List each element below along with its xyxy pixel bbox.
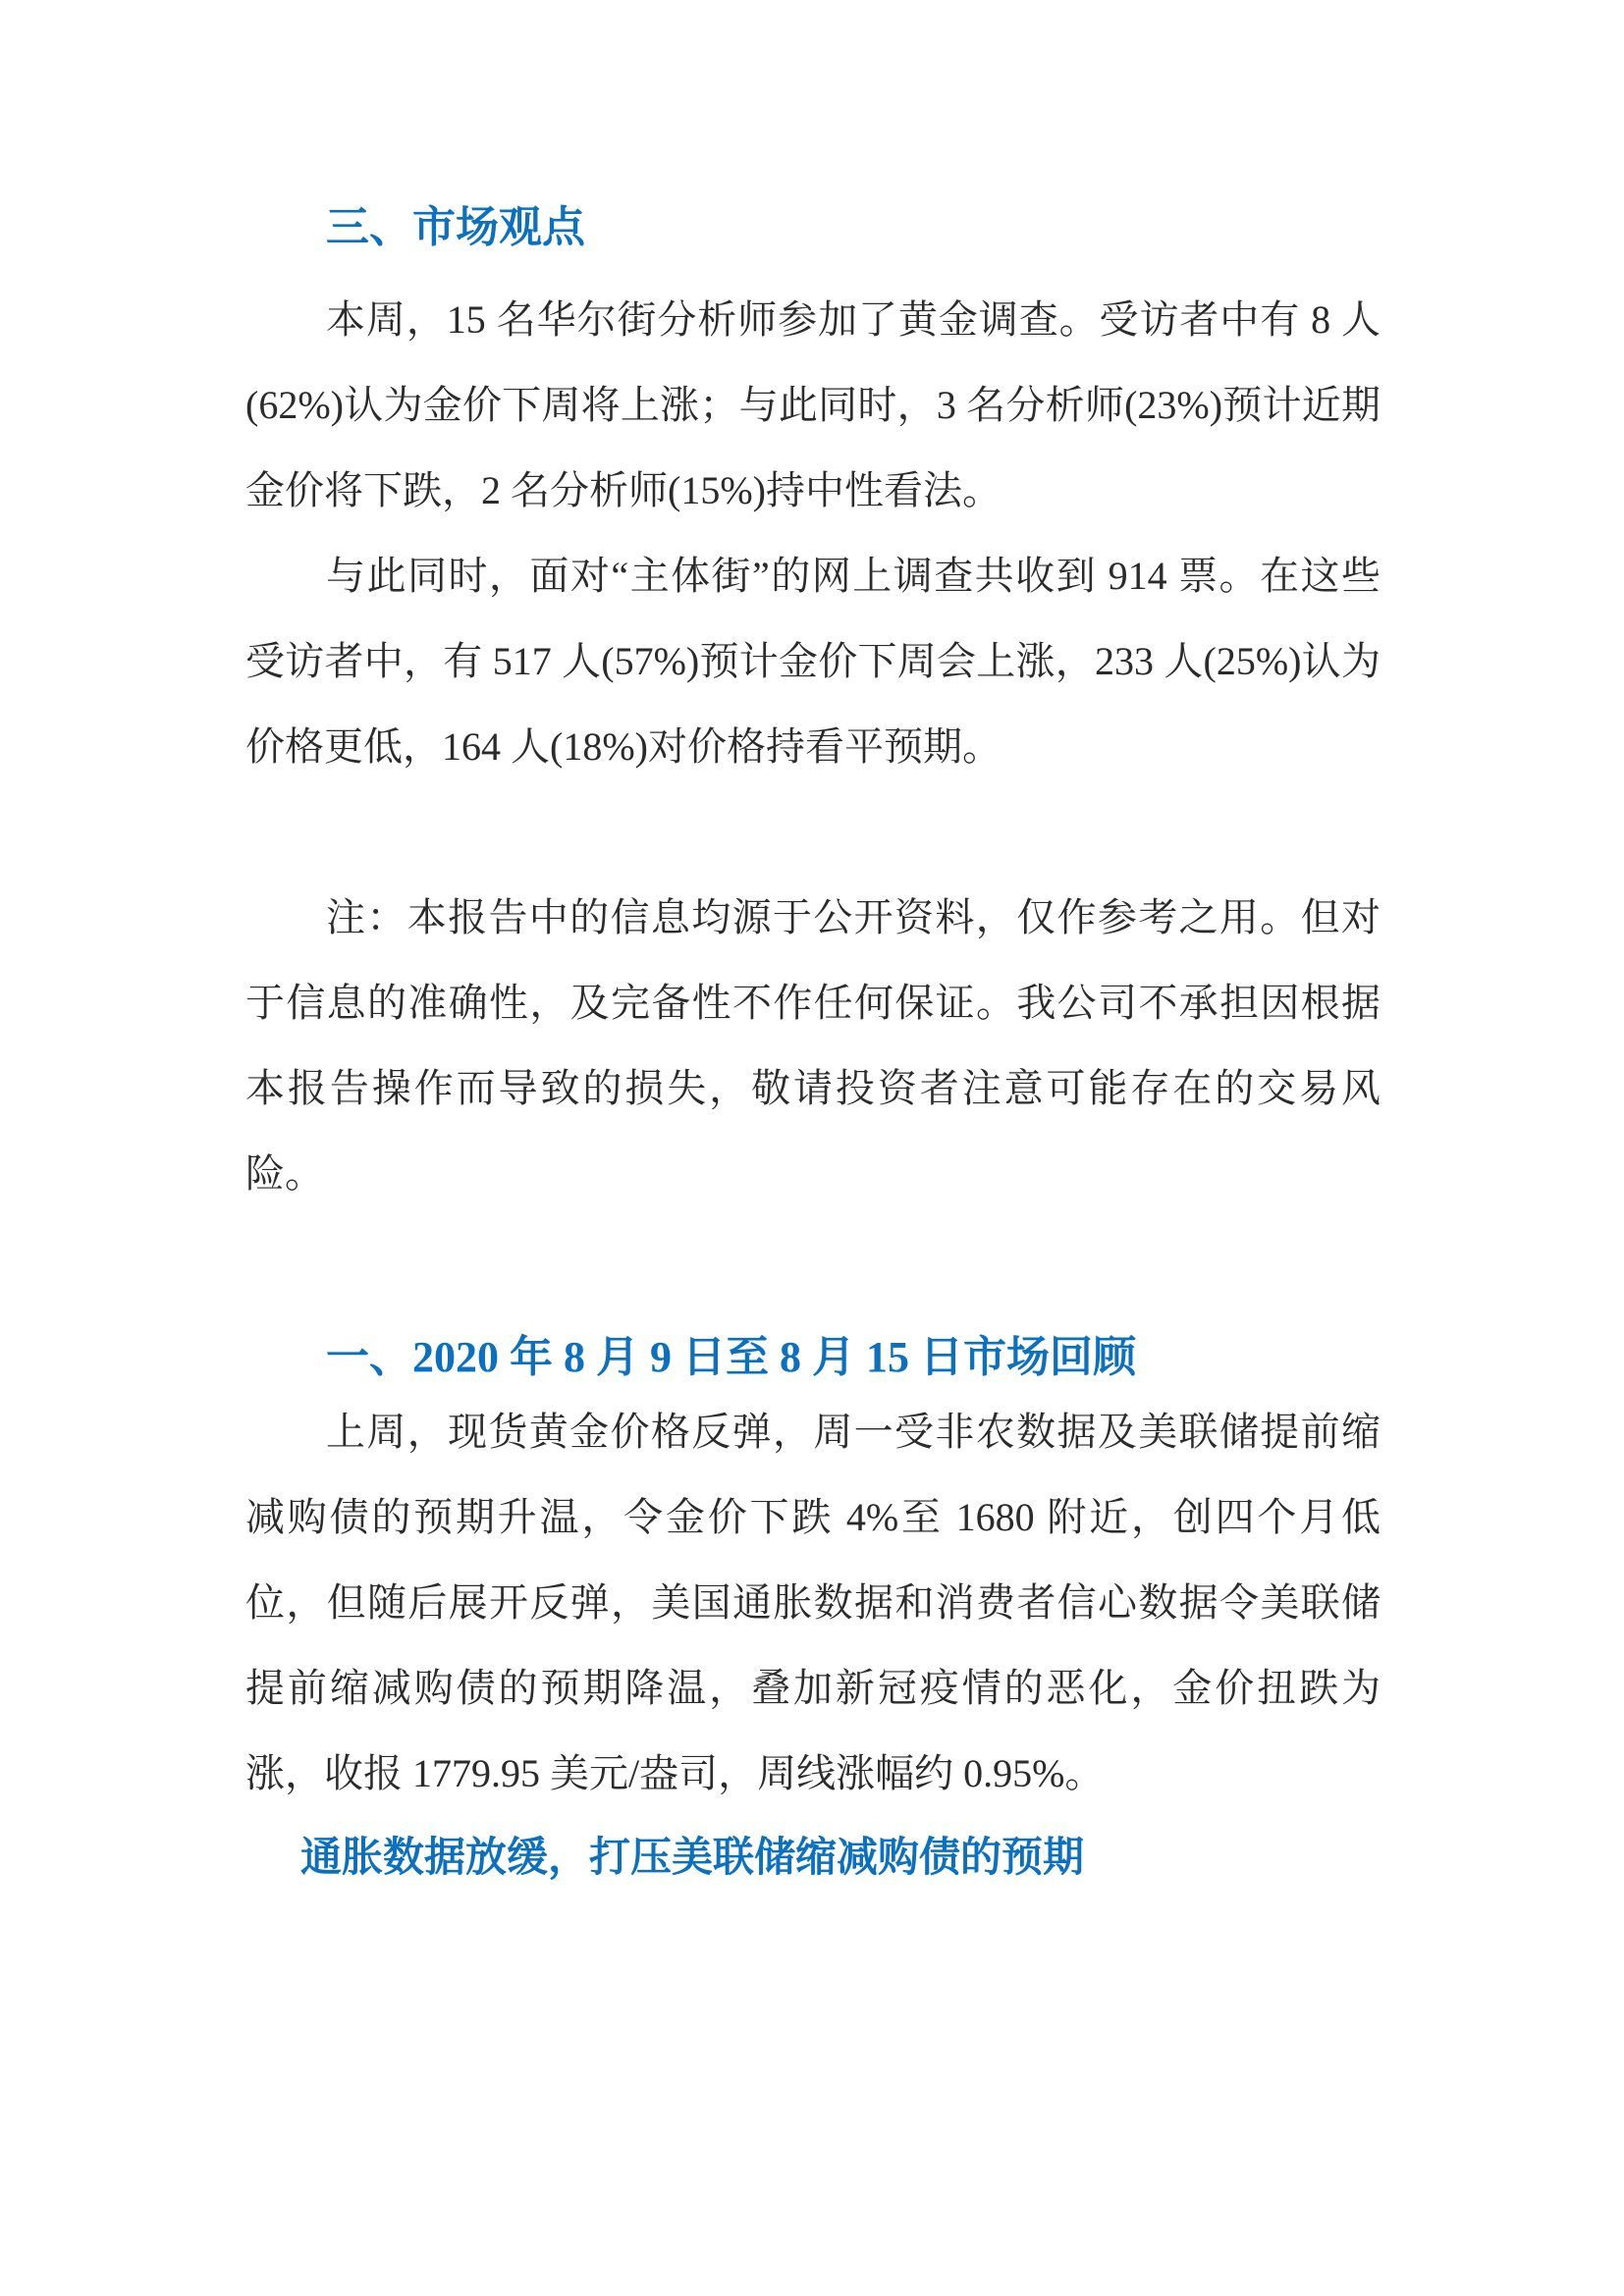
subheading-inflation-taper: 通胀数据放缓，打压美联储缩减购债的预期 <box>300 1836 1085 1881</box>
document-content <box>245 196 1380 1901</box>
heading-market-review: 一、2020 年 8 月 9 日至 8 月 15 日市场回顾 <box>326 1333 1136 1381</box>
para-wall-street-survey: 本周，15 名华尔街分析师参加了黄金调查。受访者中有 8 人(62%)认为金价下周将上涨；与此同时，3 名分析师(23%)预计近期金价将下跌，2 名分析师(15%)持中性看法。 <box>245 297 1380 512</box>
para-disclaimer: 注：本报告中的信息均源于公开资料，仅作参考之用。但对于信息的准确性，及完备性不作任何保证。我公司不承担因根据本报告操作而导致的损失，敬请投资者注意可能存在的交易风险。 <box>245 895 1380 1196</box>
heading-market-views: 三、市场观点 <box>326 203 585 251</box>
para-market-review: 上周，现货黄金价格反弹，周一受非农数据及美联储提前缩减购债的预期升温，令金价下跌 4%至 1680 附近，创四个月低位，但随后展开反弹，美国通胀数据和消费者信心数据令美联储提前缩减购债的预期降温，叠加新冠疫情的恶化，金价扭跌为涨，收报 1779.95 美元/盎司，周线涨幅约 0.95%。 <box>245 1410 1380 1795</box>
para-main-street-survey: 与此同时，面对“主体街”的网上调查共收到 914 票。在这些受访者中，有 517 人(57%)预计金价下周会上涨，233 人(25%)认为价格更低，164 人(18%)对价格持看平预期。 <box>245 554 1380 769</box>
